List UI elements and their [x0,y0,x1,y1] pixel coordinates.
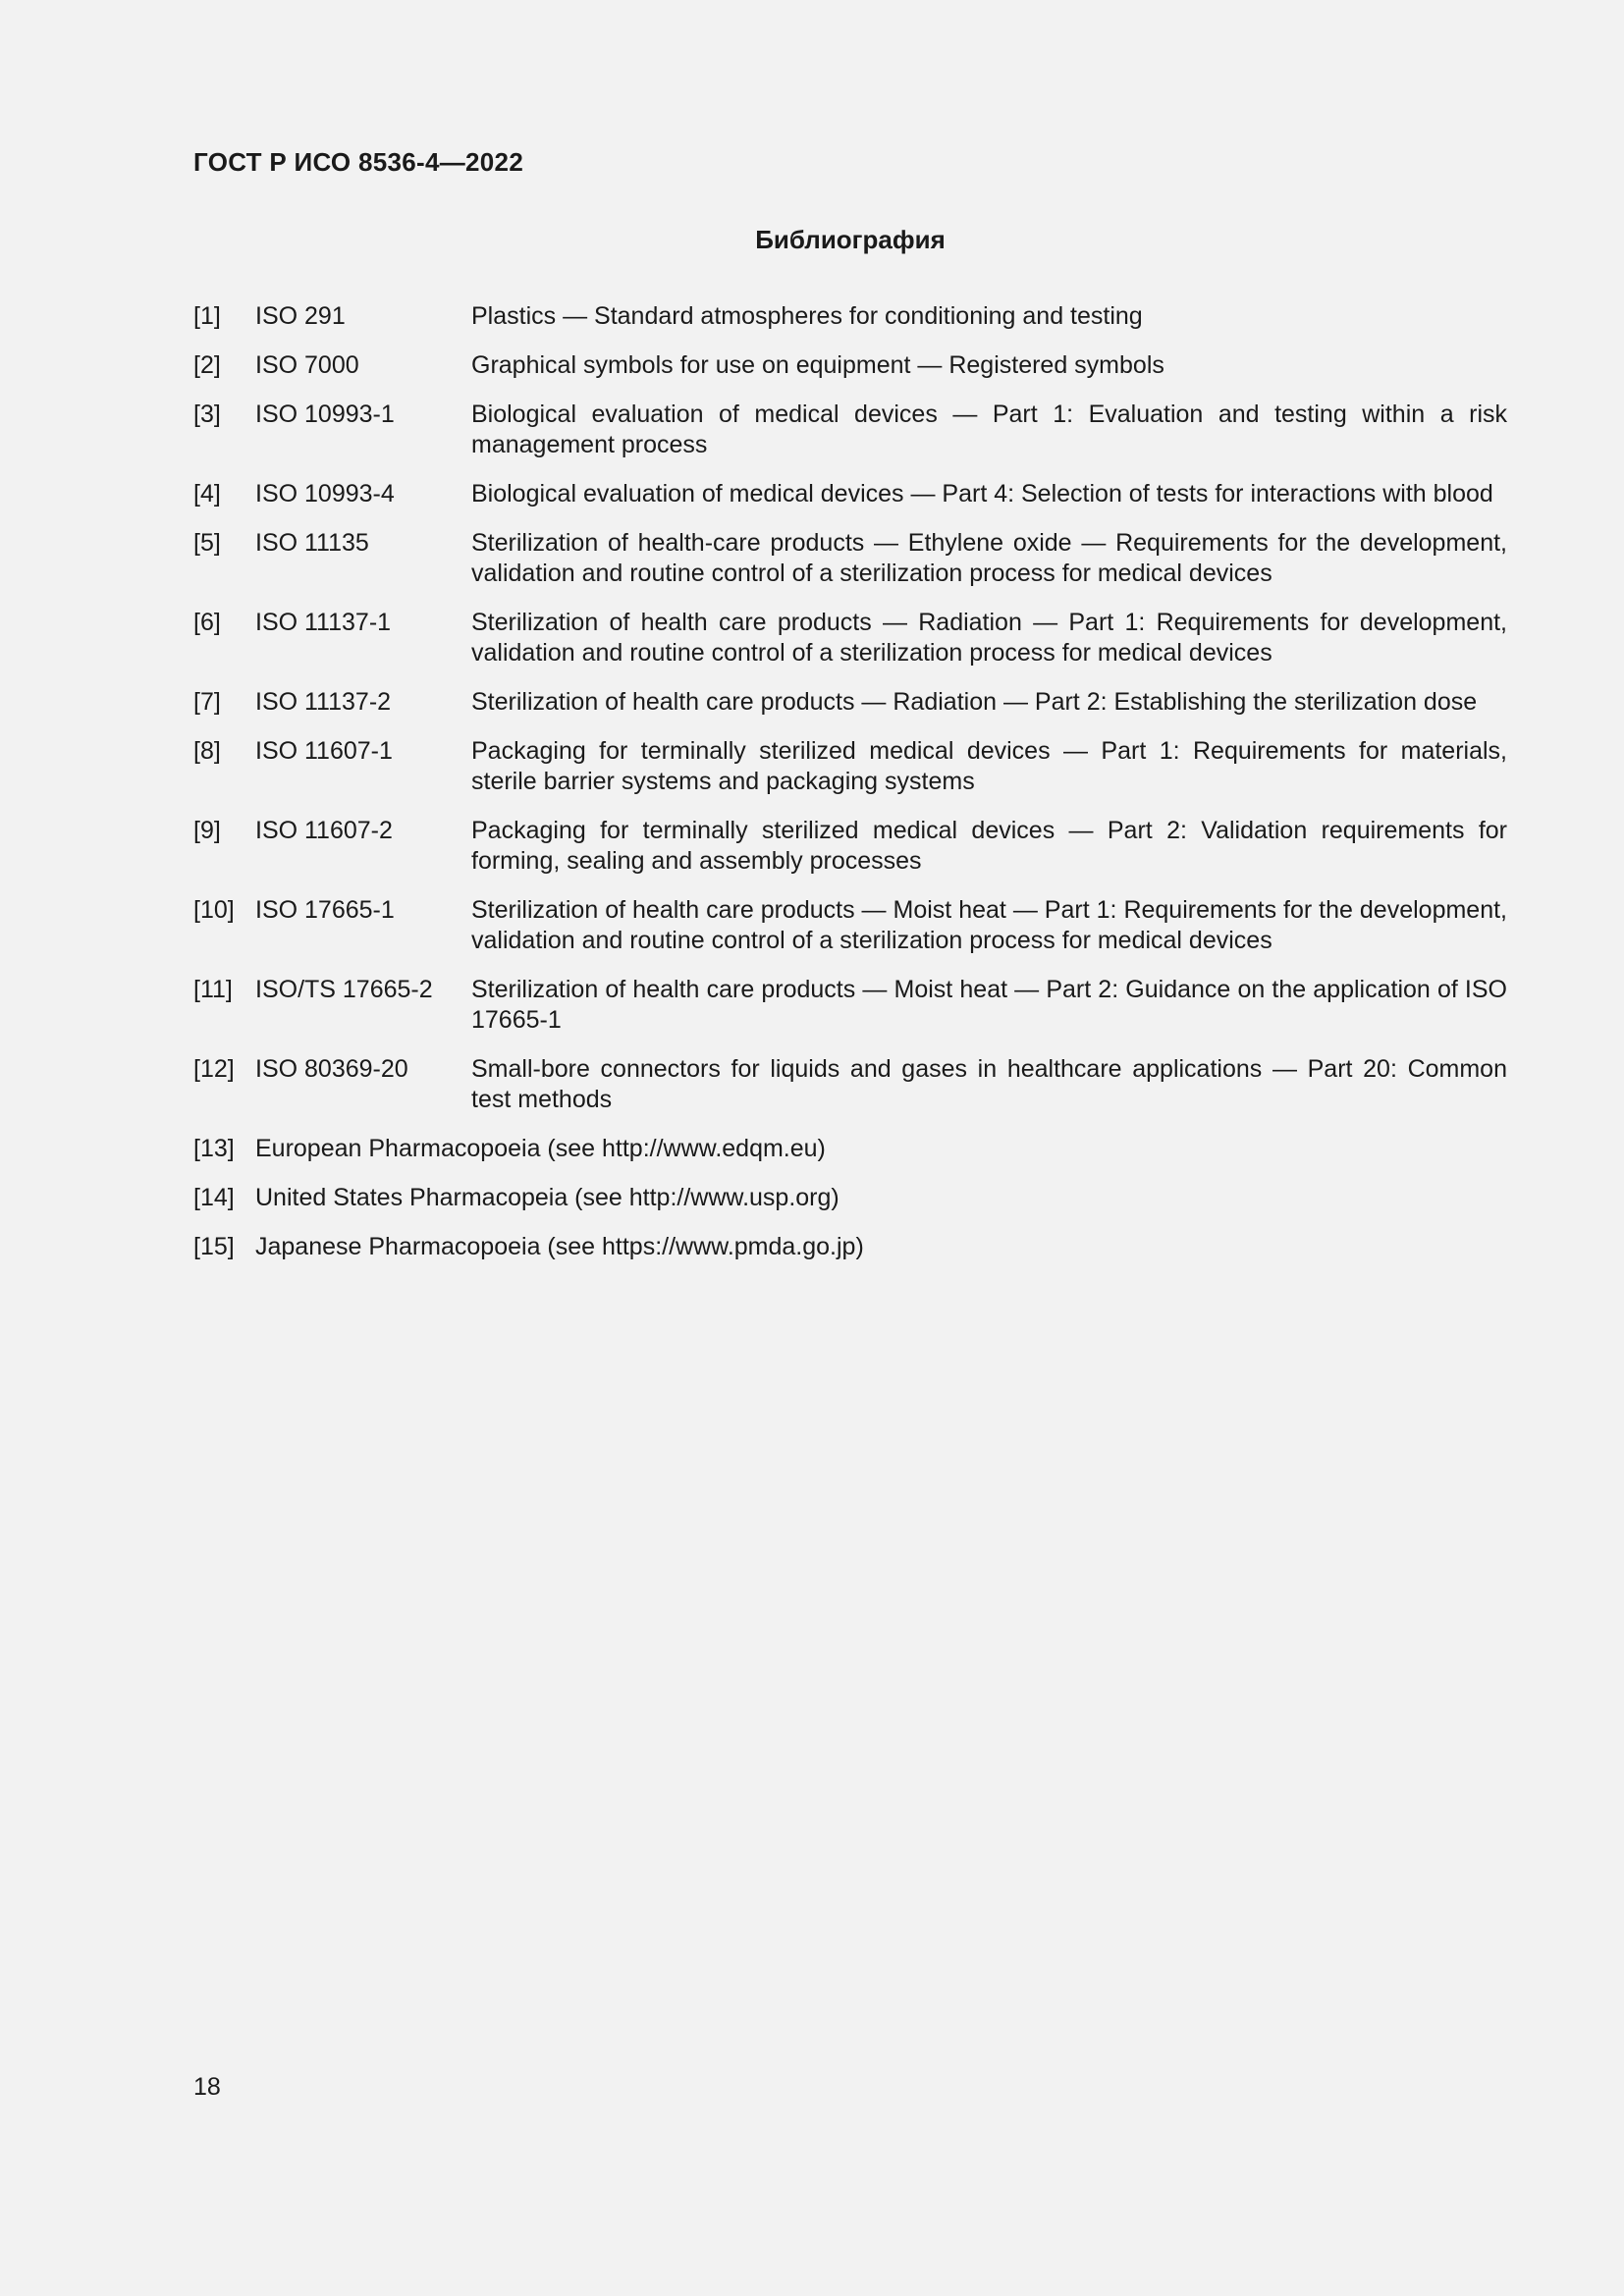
entry-code: Japanese Pharmacopoeia (see https://www.pmda.go.jp) [255,1233,864,1260]
entry-number: [11] [193,976,233,1003]
entry-number: [6] [193,609,221,636]
bibliography-entry [193,975,1507,1036]
entry-code: European Pharmacopoeia (see http://www.edqm.eu) [255,1135,826,1162]
entry-code: ISO 11607-1 [255,737,393,765]
bibliography-entry [193,687,1507,718]
section-title: Библиография [755,225,946,254]
entry-title: Sterilization of health care products — Moist heat — Part 2: Guidance on the application of ISO 17665-1 [471,976,1507,1034]
entry-title: Plastics — Standard atmospheres for conditioning and testing [471,302,1143,330]
entry-title: Biological evaluation of medical devices — Part 4: Selection of tests for interactions with blood [471,480,1493,507]
entry-title: Sterilization of health care products — Radiation — Part 1: Requirements for development, validation and routine control of a sterilization process for medical devices [471,609,1507,667]
entry-code: ISO 17665-1 [255,896,395,924]
entry-number: [12] [193,1055,235,1083]
bibliography-entry [193,400,1507,460]
entry-title: Packaging for terminally sterilized medical devices — Part 1: Requirements for materials, sterile barrier systems and packaging systems [471,737,1507,795]
entry-title: Sterilization of health care products — Moist heat — Part 1: Requirements for the development, validation and routine control of a sterilization process for medical devices [471,896,1507,954]
entry-number: [1] [193,302,221,330]
entry-code: United States Pharmacopeia (see http://www.usp.org) [255,1184,839,1211]
bibliography-entry [193,350,1507,381]
entry-code: ISO 80369-20 [255,1055,408,1083]
entry-code: ISO 11135 [255,529,369,557]
bibliography-entry [193,1054,1507,1115]
entry-title: Graphical symbols for use on equipment — Registered symbols [471,351,1164,379]
entry-number: [13] [193,1135,235,1162]
entry-number: [7] [193,688,221,716]
entry-code: ISO/TS 17665-2 [255,976,433,1003]
bibliography-entry [193,479,1507,509]
bibliography-list [193,301,1507,1281]
entry-code: ISO 291 [255,302,346,330]
page-number: 18 [193,2073,221,2101]
bibliography-entry [193,301,1507,332]
entry-title: Packaging for terminally sterilized medical devices — Part 2: Validation requirements for forming, sealing and assembly processes [471,817,1507,875]
entry-code: ISO 11137-2 [255,688,392,716]
document-header: ГОСТ Р ИСО 8536-4—2022 [193,147,524,177]
entry-number: [4] [193,480,221,507]
entry-code: ISO 7000 [255,351,359,379]
entry-number: [15] [193,1233,235,1260]
bibliography-entry [193,608,1507,668]
bibliography-entry [193,736,1507,797]
bibliography-entry [193,895,1507,956]
entry-code: ISO 10993-1 [255,400,395,428]
entry-number: [3] [193,400,221,428]
entry-title: Sterilization of health care products — Radiation — Part 2: Establishing the sterilization dose [471,688,1478,716]
bibliography-entry [193,1232,1507,1262]
bibliography-entry [193,1183,1507,1213]
entry-code: ISO 11607-2 [255,817,393,844]
entry-code: ISO 11137-1 [255,609,392,636]
entry-number: [9] [193,817,221,844]
entry-number: [10] [193,896,235,924]
entry-code: ISO 10993-4 [255,480,395,507]
bibliography-entry [193,816,1507,877]
entry-number: [5] [193,529,221,557]
entry-number: [2] [193,351,221,379]
entry-title: Sterilization of health-care products — Ethylene oxide — Requirements for the development, validation and routine control of a sterilization process for medical devices [471,529,1507,587]
entry-number: [8] [193,737,221,765]
entry-number: [14] [193,1184,235,1211]
bibliography-entry [193,1134,1507,1164]
bibliography-entry [193,528,1507,589]
entry-title: Small-bore connectors for liquids and gases in healthcare applications — Part 20: Common test methods [471,1055,1507,1113]
entry-title: Biological evaluation of medical devices — Part 1: Evaluation and testing within a risk management process [471,400,1507,458]
